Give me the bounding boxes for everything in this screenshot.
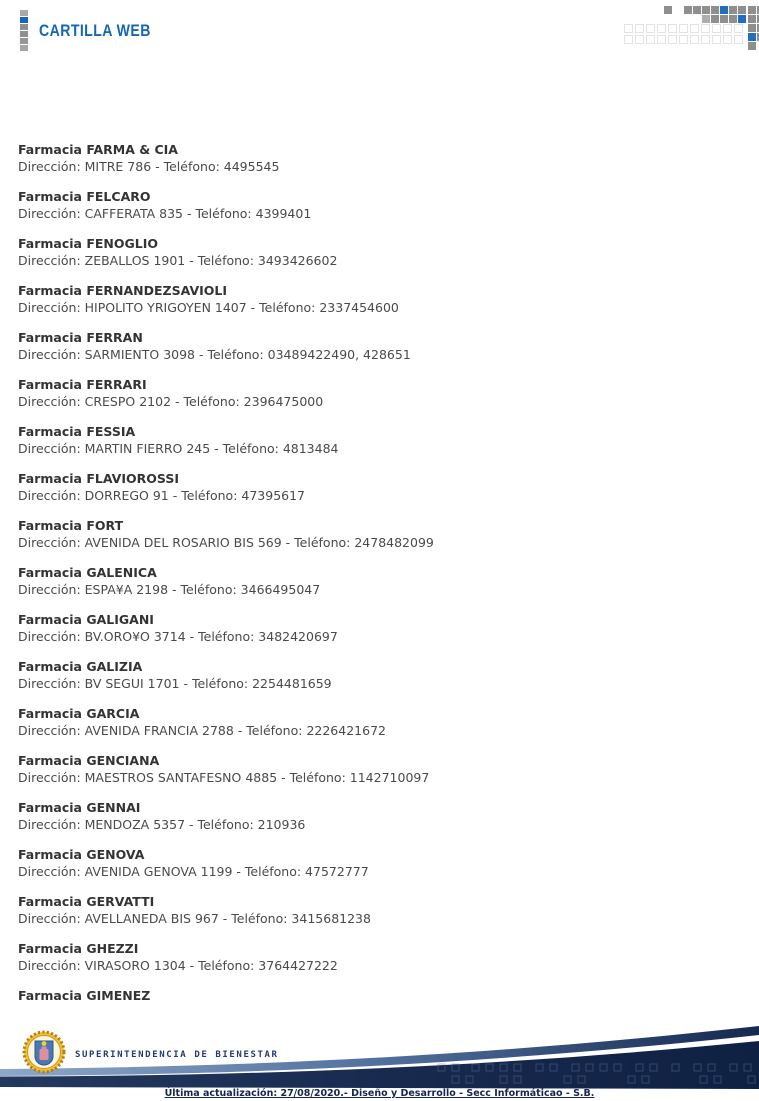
pharmacy-entry	[18, 564, 741, 598]
pharmacy-details: Dirección: BV.ORO¥O 3714 - Teléfono: 3482420697	[18, 629, 338, 644]
brand-logo[interactable]	[20, 10, 174, 51]
pharmacy-entry	[18, 470, 741, 504]
mosaic-square	[701, 35, 710, 44]
mosaic-square	[748, 6, 756, 14]
pharmacy-details: Dirección: ESPA¥A 2198 - Teléfono: 3466495047	[18, 582, 321, 597]
pharmacy-entry	[18, 517, 741, 551]
pharmacy-entry	[18, 940, 741, 974]
logo-square	[20, 31, 28, 37]
mosaic-square	[748, 33, 756, 41]
pharmacy-details: Dirección: AVENIDA FRANCIA 2788 - Teléfono: 2226421672	[18, 723, 386, 738]
mosaic-square	[635, 24, 644, 33]
logo-square	[20, 38, 28, 44]
mosaic-square	[712, 35, 721, 44]
pharmacy-details: Dirección: VIRASORO 1304 - Teléfono: 3764427222	[18, 958, 338, 973]
pharmacy-name: Farmacia FLAVIOROSSI	[18, 471, 179, 486]
mosaic-square	[723, 35, 732, 44]
mosaic-square	[657, 24, 666, 33]
pharmacy-details: Dirección: MITRE 786 - Teléfono: 4495545	[18, 159, 280, 174]
mosaic-square	[720, 6, 728, 14]
mosaic-square	[729, 15, 737, 23]
pharmacy-name: Farmacia GALENICA	[18, 565, 157, 580]
footer-bottom-bar	[0, 1081, 759, 1100]
pharmacy-name: Farmacia GENNAI	[18, 800, 141, 815]
mosaic-square	[701, 24, 710, 33]
brand-pixel-strip-icon	[20, 10, 28, 51]
pharmacy-entry	[18, 376, 741, 410]
mosaic-square	[748, 42, 756, 50]
mosaic-square	[738, 15, 746, 23]
mosaic-square	[690, 24, 699, 33]
logo-square	[20, 10, 28, 16]
mosaic-square	[723, 24, 732, 33]
pharmacy-entry	[18, 188, 741, 222]
pharmacy-entry	[18, 235, 741, 269]
pharmacy-entry	[18, 705, 741, 739]
pixel-mosaic-decoration	[614, 0, 759, 60]
pharmacy-entry	[18, 893, 741, 927]
mosaic-square	[646, 35, 655, 44]
mosaic-square	[624, 24, 633, 33]
pharmacy-details: Dirección: AVENIDA DEL ROSARIO BIS 569 - Teléfono: 2478482099	[18, 535, 434, 550]
mosaic-square	[702, 6, 710, 14]
pharmacy-name: Farmacia FELCARO	[18, 189, 151, 204]
mosaic-square	[679, 35, 688, 44]
superintendencia-seal-icon	[22, 1030, 66, 1074]
pharmacy-details: Dirección: MENDOZA 5357 - Teléfono: 210936	[18, 817, 306, 832]
pharmacy-details: Dirección: BV SEGUI 1701 - Teléfono: 2254481659	[18, 676, 332, 691]
pharmacy-entry	[18, 423, 741, 457]
footer-update-text: Última actualización: 27/08/2020.- Diseño y Desarrollo - Secc Informáticao - S.B.	[164, 1088, 595, 1099]
pharmacy-name: Farmacia FARMA & CIA	[18, 142, 178, 157]
pharmacy-name: Farmacia FERNANDEZSAVIOLI	[18, 283, 228, 298]
mosaic-square	[711, 6, 719, 14]
pharmacy-name: Farmacia FENOGLIO	[18, 236, 159, 251]
pharmacy-name: Farmacia GALIGANI	[18, 612, 154, 627]
mosaic-square	[738, 6, 746, 14]
mosaic-square	[684, 6, 692, 14]
pharmacy-name: Farmacia GHEZZI	[18, 941, 139, 956]
logo-square-blue	[20, 17, 28, 23]
pharmacy-entry	[18, 846, 741, 880]
mosaic-square	[657, 35, 666, 44]
footer-org-name: SUPERINTENDENCIA DE BIENESTAR	[75, 1050, 279, 1060]
pharmacy-details: Dirección: AVELLANEDA BIS 967 - Teléfono: 3415681238	[18, 911, 371, 926]
pharmacy-name: Farmacia FERRARI	[18, 377, 147, 392]
logo-square	[20, 24, 28, 30]
pharmacy-details: Dirección: MAESTROS SANTAFESNO 4885 - Teléfono: 1142710097	[18, 770, 430, 785]
pharmacy-name: Farmacia GIMENEZ	[18, 988, 151, 1003]
pharmacy-entry	[18, 658, 741, 692]
mosaic-square	[668, 35, 677, 44]
mosaic-square	[734, 35, 743, 44]
pharmacy-details: Dirección: ZEBALLOS 1901 - Teléfono: 3493426602	[18, 253, 338, 268]
pharmacy-name: Farmacia GENOVA	[18, 847, 145, 862]
mosaic-square	[712, 24, 721, 33]
pharmacy-entry	[18, 611, 741, 645]
pharmacy-name: Farmacia GERVATTI	[18, 894, 155, 909]
mosaic-square	[748, 15, 756, 23]
pharmacy-entry	[18, 987, 741, 1004]
footer-organization	[22, 1030, 279, 1074]
pharmacy-details: Dirección: MARTIN FIERRO 245 - Teléfono: 4813484	[18, 441, 339, 456]
pharmacy-entry	[18, 752, 741, 786]
pharmacy-name: Farmacia FESSIA	[18, 424, 136, 439]
pharmacy-details: Dirección: DORREGO 91 - Teléfono: 47395617	[18, 488, 306, 503]
pharmacy-details: Dirección: AVENIDA GENOVA 1199 - Teléfono: 47572777	[18, 864, 369, 879]
mosaic-square	[734, 24, 743, 33]
pharmacy-entry	[18, 282, 741, 316]
pharmacy-details: Dirección: CAFFERATA 835 - Teléfono: 4399401	[18, 206, 312, 221]
mosaic-square	[729, 6, 737, 14]
brand-title: CARTILLA WEB	[39, 20, 151, 40]
mosaic-square	[690, 35, 699, 44]
mosaic-square	[668, 24, 677, 33]
logo-square	[20, 45, 28, 51]
mosaic-square	[711, 15, 719, 23]
pharmacy-details: Dirección: CRESPO 2102 - Teléfono: 2396475000	[18, 394, 324, 409]
pharmacy-name: Farmacia FERRAN	[18, 330, 143, 345]
pharmacy-list	[18, 141, 741, 1017]
mosaic-square	[664, 6, 672, 14]
mosaic-square	[635, 35, 644, 44]
pharmacy-entry	[18, 141, 741, 175]
pharmacy-entry	[18, 329, 741, 363]
pharmacy-name: Farmacia GENCIANA	[18, 753, 160, 768]
pharmacy-name: Farmacia GALIZIA	[18, 659, 143, 674]
mosaic-square	[679, 24, 688, 33]
header	[0, 0, 759, 60]
pharmacy-name: Farmacia FORT	[18, 518, 124, 533]
pharmacy-name: Farmacia GARCIA	[18, 706, 140, 721]
mosaic-square	[624, 35, 633, 44]
pharmacy-entry	[18, 799, 741, 833]
mosaic-square	[646, 24, 655, 33]
pharmacy-details: Dirección: HIPOLITO YRIGOYEN 1407 - Teléfono: 2337454600	[18, 300, 399, 315]
mosaic-square	[702, 15, 710, 23]
mosaic-square	[720, 15, 728, 23]
mosaic-square	[693, 6, 701, 14]
mosaic-square	[748, 24, 756, 32]
pharmacy-details: Dirección: SARMIENTO 3098 - Teléfono: 03489422490, 428651	[18, 347, 411, 362]
